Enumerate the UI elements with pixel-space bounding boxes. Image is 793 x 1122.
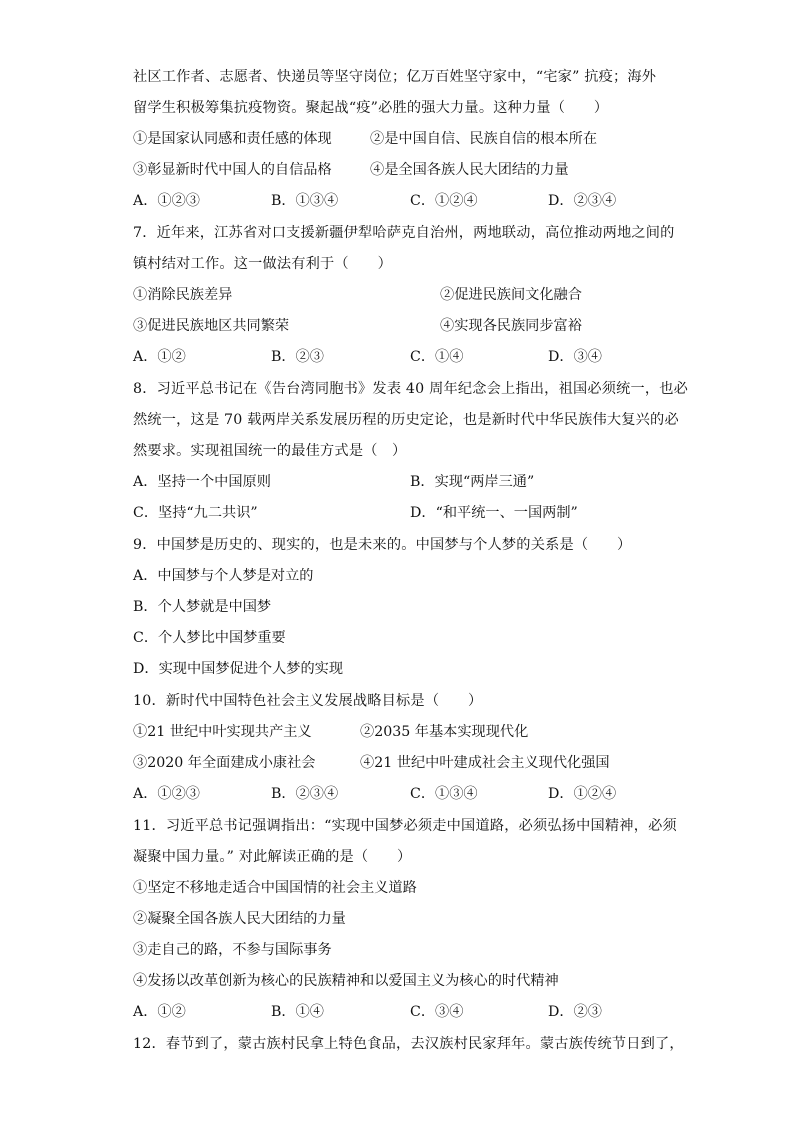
q8-stem-line-1: 8．习近平总书记在《告台湾同胞书》发表 40 周年纪念会上指出，祖国必须统一，也必: [133, 381, 689, 397]
q7-statement-4: ④实现各民族同步富裕: [440, 318, 582, 334]
q7-option-a[interactable]: A．①②: [133, 349, 186, 365]
q6-stem-line-2: 留学生积极筹集抗疫物资。聚起战“疫”必胜的强大力量。这种力量（ ）: [133, 100, 609, 116]
q10-statement-3: ③2020 年全面建成小康社会: [133, 755, 316, 771]
q6-statement-4: ④是全国各族人民大团结的力量: [370, 162, 569, 178]
q6-statement-3: ③彰显新时代中国人的自信品格: [133, 162, 332, 178]
q6-option-c[interactable]: C．①②④: [410, 193, 478, 209]
q10-option-a[interactable]: A．①②③: [133, 786, 200, 802]
q6-option-d[interactable]: D．②③④: [548, 193, 617, 209]
q6-option-a[interactable]: A．①②③: [133, 193, 200, 209]
q8-option-a[interactable]: A．坚持一个中国原则: [133, 474, 271, 490]
q11-option-a[interactable]: A．①②: [133, 1004, 186, 1020]
q6-stem-line-1: 社区工作者、志愿者、快递员等坚守岗位；亿万百姓坚守家中，“宅家” 抗疫；海外: [133, 69, 657, 85]
q11-statement-1: ①坚定不移地走适合中国国情的社会主义道路: [133, 880, 417, 896]
q11-option-b[interactable]: B．①④: [271, 1004, 324, 1020]
q11-option-d[interactable]: D．②③: [548, 1004, 602, 1020]
q6-statement-2: ②是中国自信、民族自信的根本所在: [370, 131, 598, 147]
q8-option-d[interactable]: D．“和平统一、一国两制”: [410, 505, 578, 521]
q10-statement-4: ④21 世纪中叶建成社会主义现代化强国: [360, 755, 610, 771]
q11-statement-3: ③走自己的路，不参与国际事务: [133, 942, 332, 958]
q8-option-c[interactable]: C．坚持“九二共识”: [133, 505, 258, 521]
q10-statement-1: ①21 世纪中叶实现共产主义: [133, 724, 312, 740]
q8-option-b[interactable]: B．实现“两岸三通”: [410, 474, 535, 490]
q10-option-c[interactable]: C．①③④: [410, 786, 478, 802]
q9-option-b[interactable]: B．个人梦就是中国梦: [133, 599, 272, 615]
q12-stem-line-1: 12．春节到了，蒙古族村民拿上特色食品，去汉族村民家拜年。蒙古族传统节日到了，: [133, 1036, 684, 1052]
q11-stem-line-1: 11．习近平总书记强调指出：“实现中国梦必须走中国道路，必须弘扬中国精神，必须: [133, 818, 677, 834]
q7-statement-1: ①消除民族差异: [133, 287, 233, 303]
q11-statement-2: ②凝聚全国各族人民大团结的力量: [133, 911, 346, 927]
q7-stem-line-1: 7．近年来，江苏省对口支援新疆伊犁哈萨克自治州，两地联动，高位推动两地之间的: [133, 225, 675, 241]
q9-stem-line-1: 9．中国梦是历史的、现实的，也是未来的。中国梦与个人梦的关系是（ ）: [133, 537, 632, 553]
q9-option-a[interactable]: A．中国梦与个人梦是对立的: [133, 568, 314, 584]
q7-option-c[interactable]: C．①④: [410, 349, 464, 365]
q6-option-b[interactable]: B．①③④: [271, 193, 339, 209]
q10-option-d[interactable]: D．①②④: [548, 786, 617, 802]
q7-statement-2: ②促进民族间文化融合: [440, 287, 582, 303]
q7-option-d[interactable]: D．③④: [548, 349, 602, 365]
q8-stem-line-2: 然统一，这是 70 载两岸关系发展历程的历史定论，也是新时代中华民族伟大复兴的必: [133, 412, 679, 428]
q10-option-b[interactable]: B．②③④: [271, 786, 339, 802]
q7-stem-line-2: 镇村结对工作。这一做法有利于（ ）: [133, 256, 392, 272]
q7-option-b[interactable]: B．②③: [271, 349, 324, 365]
q11-stem-line-2: 凝聚中国力量。” 对此解读正确的是（ ）: [133, 849, 412, 865]
q10-stem-line-1: 10．新时代中国特色社会主义发展战略目标是（ ）: [133, 693, 483, 709]
q6-statement-1: ①是国家认同感和责任感的体现: [133, 131, 332, 147]
q9-option-c[interactable]: C．个人梦比中国梦重要: [133, 630, 286, 646]
q10-statement-2: ②2035 年基本实现现代化: [360, 724, 529, 740]
q9-option-d[interactable]: D．实现中国梦促进个人梦的实现: [133, 661, 344, 677]
q7-statement-3: ③促进民族地区共同繁荣: [133, 318, 290, 334]
q11-statement-4: ④发扬以改革创新为核心的民族精神和以爱国主义为核心的时代精神: [133, 973, 559, 989]
q8-stem-line-3: 然要求。实现祖国统一的最佳方式是（ ）: [133, 443, 407, 459]
q11-option-c[interactable]: C．③④: [410, 1004, 464, 1020]
